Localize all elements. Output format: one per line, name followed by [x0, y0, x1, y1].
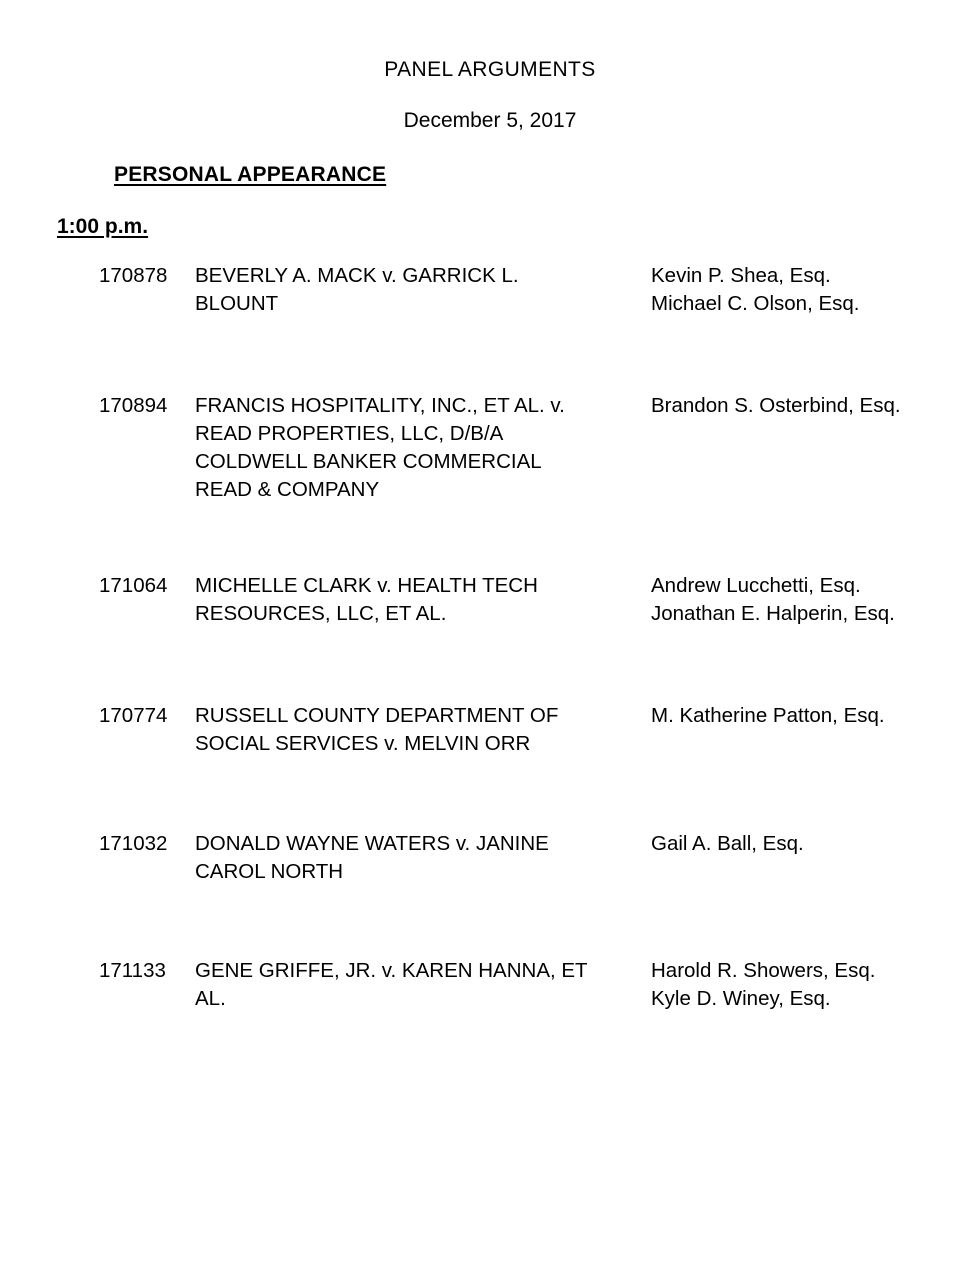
case-name-line: COLDWELL BANKER COMMERCIAL [195, 450, 542, 473]
case-row [0, 702, 980, 832]
case-row [0, 830, 980, 960]
case-name-line: FRANCIS HOSPITALITY, INC., ET AL. v. [195, 394, 565, 417]
case-name-line: RESOURCES, LLC, ET AL. [195, 602, 447, 625]
counsel-list [651, 392, 971, 420]
counsel-name: Gail A. Ball, Esq. [651, 832, 804, 855]
counsel-name: Kevin P. Shea, Esq. [651, 264, 831, 287]
case-row [0, 957, 980, 1087]
case-name-line: SOCIAL SERVICES v. MELVIN ORR [195, 732, 531, 755]
counsel-name: Brandon S. Osterbind, Esq. [651, 394, 901, 417]
case-number: 171032 [99, 832, 168, 855]
case-name-line: CAROL NORTH [195, 860, 344, 883]
case-number: 171133 [99, 959, 166, 982]
counsel-list [651, 702, 971, 730]
section-heading-personal-appearance: PERSONAL APPEARANCE [114, 163, 387, 186]
case-row [0, 262, 980, 392]
case-number: 170894 [99, 394, 168, 417]
case-number: 171064 [99, 574, 168, 597]
case-row [0, 572, 980, 702]
case-name-line: READ PROPERTIES, LLC, D/B/A [195, 422, 504, 445]
counsel-name: Michael C. Olson, Esq. [651, 292, 860, 315]
time-heading: 1:00 p.m. [57, 215, 149, 238]
case-name [195, 957, 647, 1013]
page-title: PANEL ARGUMENTS [384, 58, 596, 81]
counsel-name: Jonathan E. Halperin, Esq. [651, 602, 895, 625]
case-name [195, 830, 635, 886]
document-date: December 5, 2017 [403, 109, 577, 132]
case-name [195, 572, 635, 628]
counsel-name: M. Katherine Patton, Esq. [651, 704, 885, 727]
case-name-line: AL. [195, 987, 226, 1010]
counsel-list [651, 957, 971, 1013]
case-name-line: READ & COMPANY [195, 478, 380, 501]
case-number: 170878 [99, 264, 168, 287]
case-name [195, 702, 635, 758]
case-name-line: RUSSELL COUNTY DEPARTMENT OF [195, 704, 559, 727]
counsel-name: Andrew Lucchetti, Esq. [651, 574, 861, 597]
case-name-line: GENE GRIFFE, JR. v. KAREN HANNA, ET [195, 959, 588, 982]
counsel-list [651, 830, 971, 858]
case-name [195, 262, 635, 318]
case-name-line: BLOUNT [195, 292, 279, 315]
case-name [195, 392, 635, 504]
case-name-line: BEVERLY A. MACK v. GARRICK L. [195, 264, 519, 287]
case-number: 170774 [99, 704, 168, 727]
case-row [0, 392, 980, 522]
counsel-name: Harold R. Showers, Esq. [651, 959, 876, 982]
case-name-line: MICHELLE CLARK v. HEALTH TECH [195, 574, 538, 597]
case-name-line: DONALD WAYNE WATERS v. JANINE [195, 832, 549, 855]
counsel-name: Kyle D. Winey, Esq. [651, 987, 831, 1010]
counsel-list [651, 572, 971, 628]
counsel-list [651, 262, 971, 318]
